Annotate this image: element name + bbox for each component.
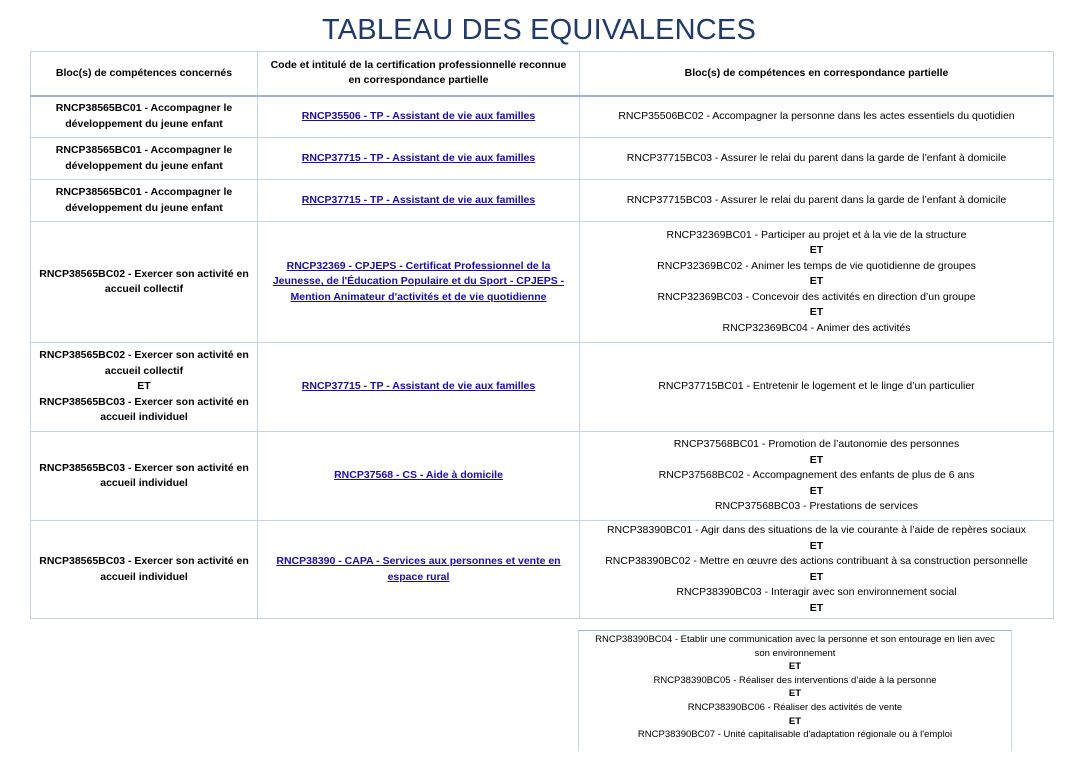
bloc-text: RNCP38565BC03 - Exercer son activité en accueil individuel — [39, 555, 249, 583]
partial-bloc-text: RNCP37715BC01 - Entretenir le logement et le linge d’un particulier — [658, 380, 975, 393]
bloc-cell — [31, 138, 258, 180]
bloc-cell — [31, 432, 258, 521]
table-row — [31, 432, 1054, 521]
certification-cell — [258, 343, 580, 432]
partial-bloc-text: RNCP38390BC06 - Réaliser des activités de vente — [687, 701, 903, 713]
certification-link[interactable]: RNCP35506 - TP - Assistant de vie aux familles — [301, 110, 536, 122]
certification-cell — [258, 180, 580, 222]
certification-link[interactable]: RNCP37715 - TP - Assistant de vie aux familles — [301, 193, 536, 206]
partial-bloc-text: RNCP35506BC02 - Accompagner la personne dans les actes essentiels du quotidien — [618, 110, 1015, 122]
table-row — [31, 521, 1054, 619]
et-separator: ET — [809, 306, 824, 319]
partial-bloc-cell — [580, 432, 1054, 521]
certification-link[interactable]: RNCP38390 - CAPA - Services aux personnes et vente en espace rural — [276, 555, 561, 583]
certification-cell — [258, 138, 580, 180]
partial-bloc-text: RNCP37715BC03 - Assurer le relai du parent dans la garde de l’enfant à domicile — [626, 193, 1007, 206]
header-certification: Code et intitulé de la certification professionnelle reconnue en correspondance partielle — [258, 52, 580, 96]
et-separator: ET — [809, 484, 824, 497]
et-separator: ET — [809, 570, 824, 583]
et-separator: ET — [809, 275, 824, 288]
certification-cell — [258, 521, 580, 619]
bloc-cell — [31, 180, 258, 222]
partial-bloc-cell — [580, 222, 1054, 343]
partial-bloc-text: RNCP37568BC02 - Accompagnement des enfants de plus de 6 ans — [658, 469, 975, 482]
bloc-text: RNCP38565BC01 - Accompagner le développement du jeune enfant — [55, 186, 233, 214]
et-separator: ET — [788, 661, 802, 673]
partial-bloc-text: RNCP38390BC02 - Mettre en œuvre des actions contribuant à sa construction personnelle — [605, 555, 1028, 567]
bloc-text: RNCP38565BC03 - Exercer son activité en accueil individuel — [39, 395, 249, 424]
et-separator: ET — [809, 244, 824, 257]
partial-bloc-text: RNCP32369BC04 - Animer des activités — [722, 321, 911, 334]
bloc-cell — [31, 521, 258, 619]
partial-bloc-text: RNCP32369BC03 - Concevoir des activités en direction d’un groupe — [657, 290, 976, 303]
certification-cell — [258, 432, 580, 521]
bloc-text: RNCP38565BC02 - Exercer son activité en accueil collectif — [39, 267, 249, 295]
et-separator: ET — [788, 688, 802, 700]
header-partial-bloc: Bloc(s) de compétences en correspondance partielle — [580, 52, 1054, 96]
partial-bloc-cell — [580, 521, 1054, 619]
partial-bloc-cell — [580, 343, 1054, 432]
partial-bloc-text: RNCP38390BC07 - Unité capitalisable d'adaptation régionale ou à l'emploi — [637, 729, 953, 741]
partial-bloc-text: RNCP37715BC03 - Assurer le relai du parent dans la garde de l’enfant à domicile — [626, 151, 1007, 164]
partial-bloc-text: RNCP38390BC01 - Agir dans des situations de la vie courante à l’aide de repères sociaux — [606, 524, 1027, 536]
et-separator: ET — [788, 715, 802, 727]
table-row — [31, 343, 1054, 432]
certification-link[interactable]: RNCP32369 - CPJEPS - Certificat Professionnel de la Jeunesse, de l'Éducation Populaire et du Sport - CPJEPS - Mention Animateur d'activités et de vie quotidienne — [272, 259, 565, 303]
page-title: TABLEAU DES EQUIVALENCES — [321, 14, 757, 46]
bloc-cell — [31, 222, 258, 343]
partial-bloc-text: RNCP32369BC01 - Participer au projet et à la vie de la structure — [666, 228, 967, 241]
certification-cell — [258, 222, 580, 343]
partial-bloc-cell — [580, 138, 1054, 180]
partial-bloc-text: RNCP37568BC01 - Promotion de l’autonomie des personnes — [673, 438, 960, 451]
bloc-text: RNCP38565BC01 - Accompagner le développement du jeune enfant — [55, 102, 233, 130]
partial-bloc-text: RNCP32369BC02 - Animer les temps de vie quotidienne de groupes — [657, 259, 976, 272]
bloc-text: RNCP38565BC01 - Accompagner le développement du jeune enfant — [55, 144, 233, 172]
bloc-text: RNCP38565BC02 - Exercer son activité en accueil collectif — [39, 349, 249, 377]
table-row — [31, 96, 1054, 138]
equivalence-table — [30, 51, 1054, 619]
header-bloc: Bloc(s) de compétences concernés — [31, 52, 258, 96]
bloc-cell — [31, 343, 258, 432]
et-separator: ET — [809, 539, 824, 552]
table-row — [31, 180, 1054, 222]
certification-link[interactable]: RNCP37715 - TP - Assistant de vie aux familles — [301, 380, 536, 393]
et-separator: ET — [137, 380, 151, 393]
partial-bloc-cell — [580, 180, 1054, 222]
partial-bloc-text: RNCP37568BC03 - Prestations de services — [714, 500, 919, 513]
certification-link[interactable]: RNCP37715 - TP - Assistant de vie aux familles — [301, 151, 536, 164]
bloc-text: RNCP38565BC03 - Exercer son activité en accueil individuel — [39, 461, 249, 489]
table-row — [31, 138, 1054, 180]
certification-link[interactable]: RNCP37568 - CS - Aide à domicile — [334, 469, 503, 482]
certification-cell — [258, 96, 580, 138]
continuation-cell — [578, 630, 1012, 751]
et-separator: ET — [809, 601, 824, 614]
partial-bloc-cell — [580, 96, 1054, 138]
partial-bloc-text: RNCP38390BC05 - Réaliser des interventions d’aide à la personne — [653, 674, 937, 686]
bloc-cell — [31, 96, 258, 138]
table-row — [31, 222, 1054, 343]
table-header-row — [31, 52, 1054, 96]
et-separator: ET — [809, 453, 824, 466]
partial-bloc-text: RNCP38390BC04 - Etablir une communication avec la personne et son entourage en lien avec son environnement — [595, 634, 995, 659]
partial-bloc-text: RNCP38390BC03 - Interagir avec son environnement social — [676, 586, 957, 598]
